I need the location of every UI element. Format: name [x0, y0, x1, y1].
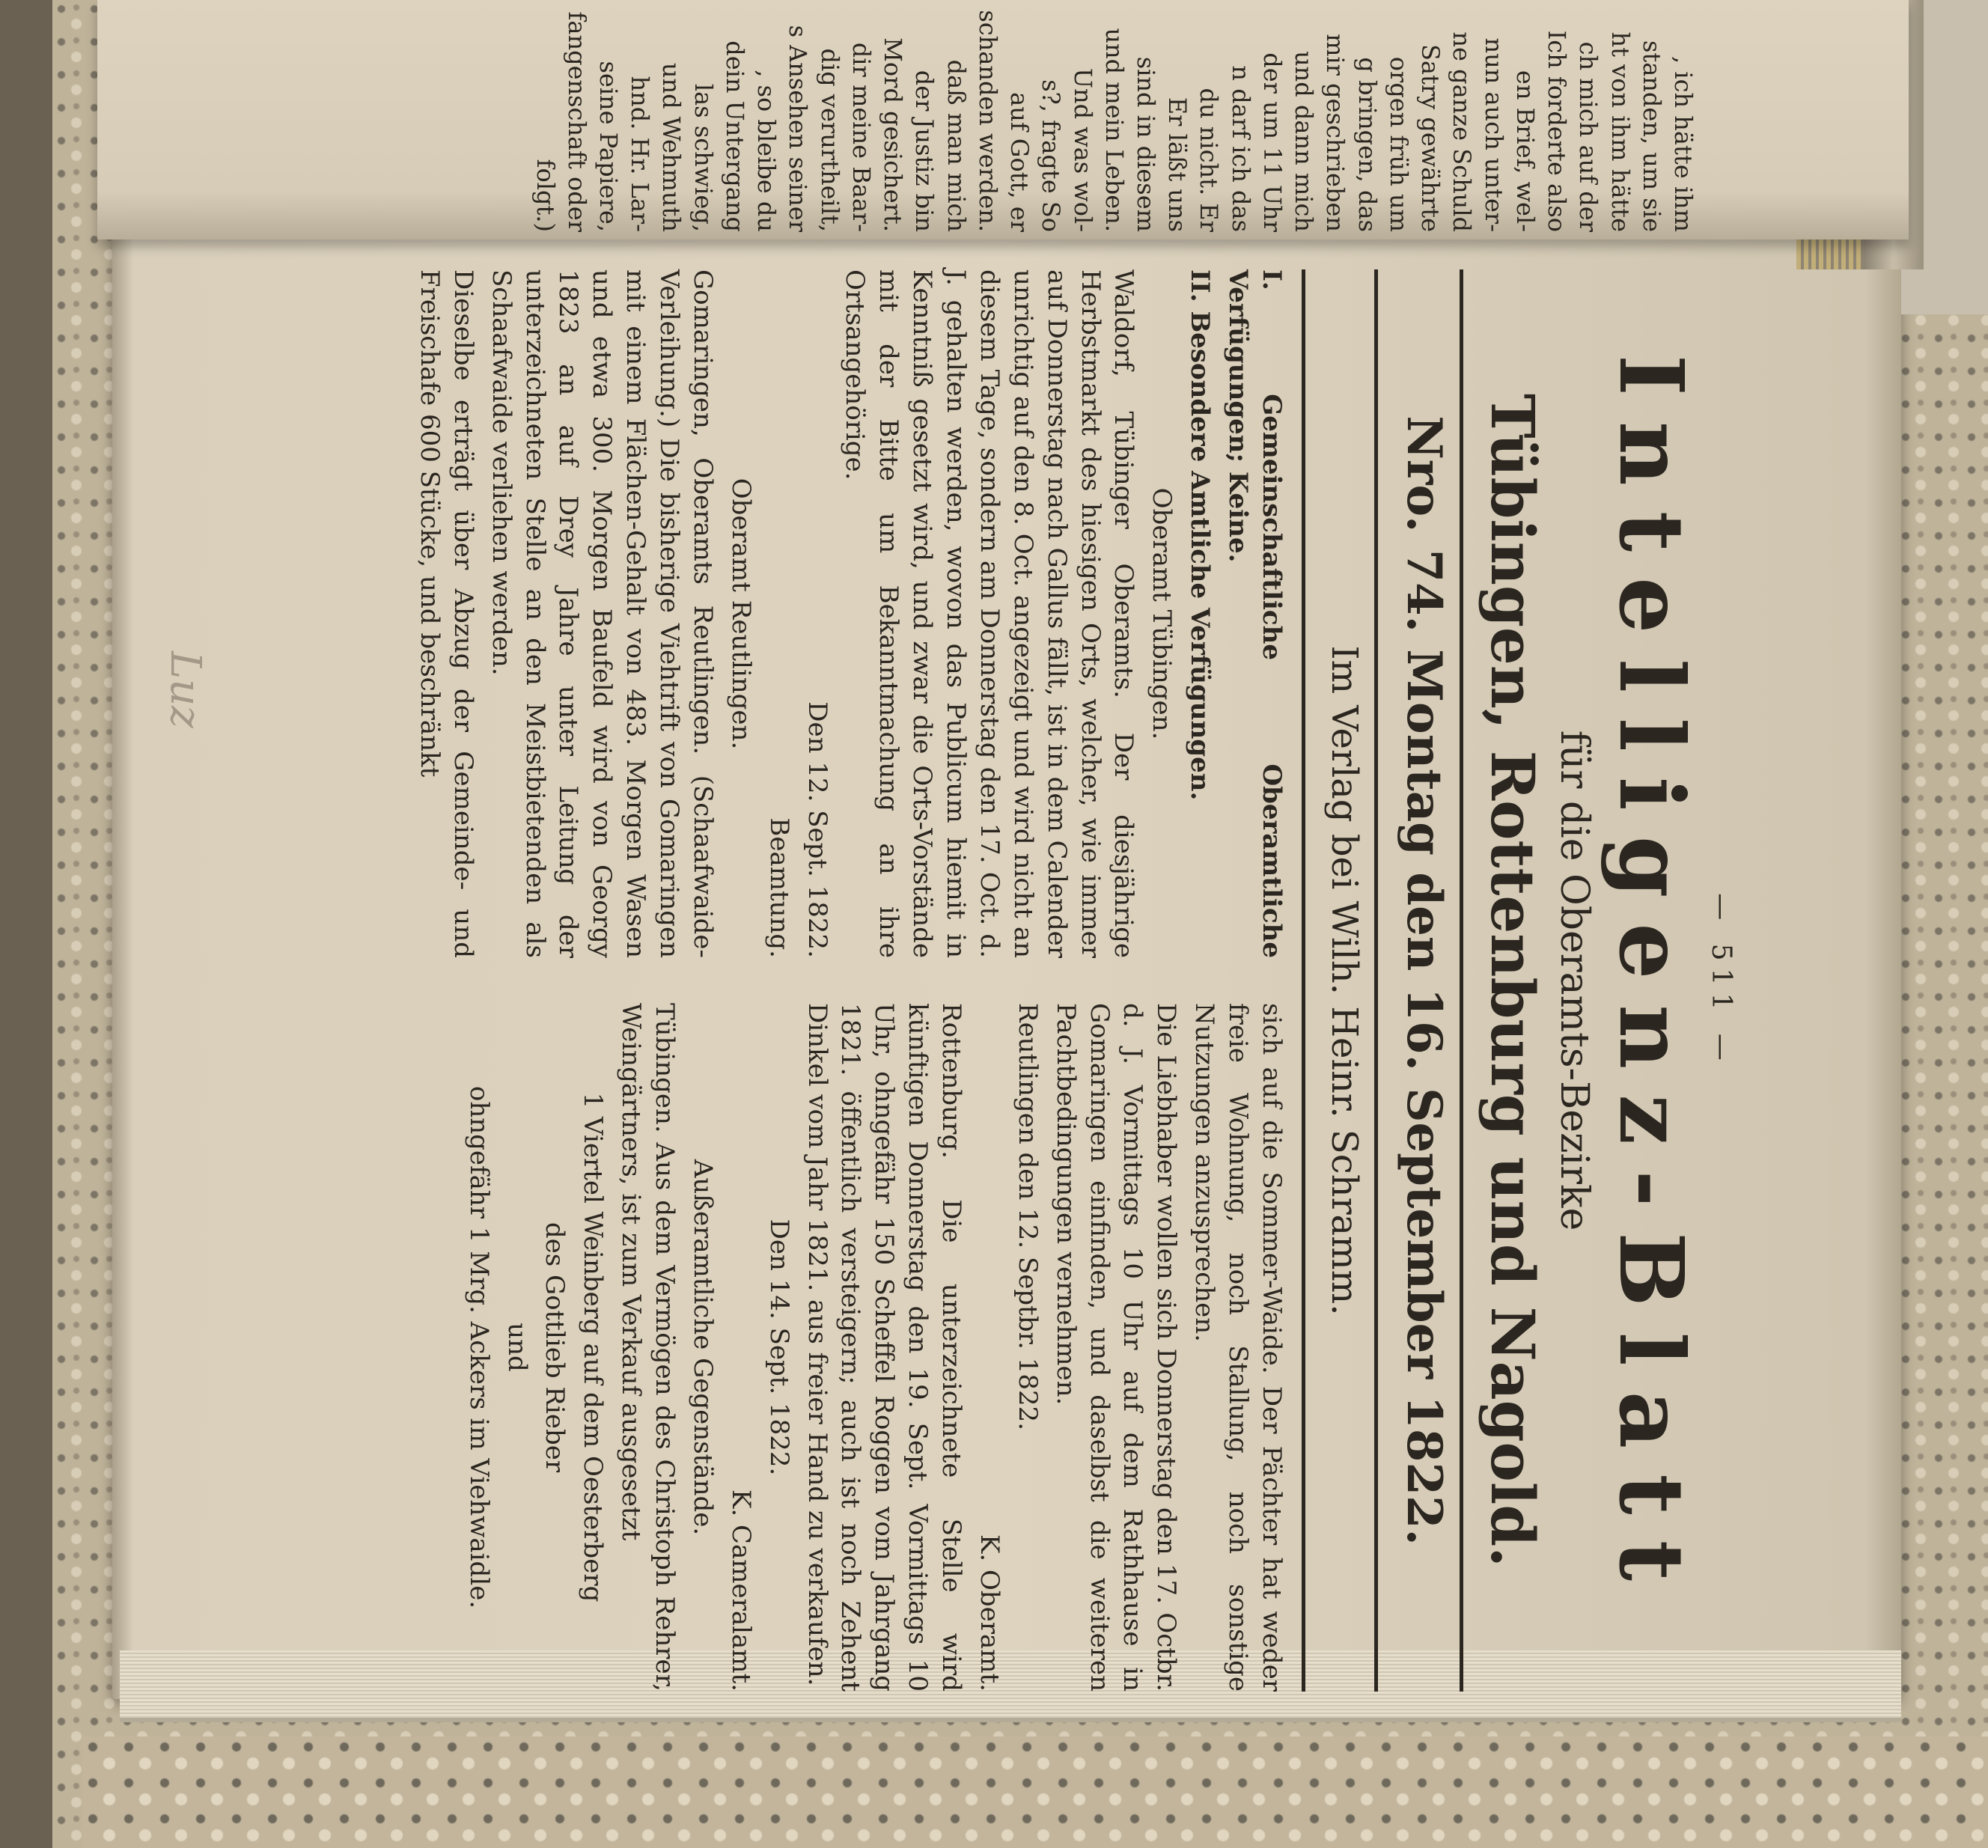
facing-page-line: und Wehmuth: [657, 62, 686, 232]
facing-page-line: , ich hätte ihm: [1669, 56, 1698, 232]
facing-page-line: g bringen, das: [1353, 57, 1382, 232]
facing-page-line: du nicht. Er: [1195, 88, 1224, 232]
column-2-paragraph: K. Oberamt.: [975, 1534, 1004, 1692]
issue-line: Nro. 74. Montag den 16. September 1822.: [1396, 415, 1452, 1546]
facing-page-line: und mein Leben.: [1100, 28, 1129, 232]
column-1-paragraph: Oberamt Tübingen.: [1147, 487, 1177, 740]
facing-page-line: daß man mich: [942, 59, 971, 232]
facing-page-line: , so bleibe du: [752, 70, 781, 232]
rule-top: [1460, 269, 1463, 1692]
facing-page-line: sind in diesem: [1132, 56, 1161, 232]
facing-page-line: ch mich auf der: [1574, 41, 1603, 232]
facing-page-line: nun auch unter-: [1479, 37, 1508, 232]
facing-page-line: en Brief, wel-: [1510, 70, 1540, 232]
facing-page-lines: [529, 7, 1699, 232]
facing-page-line: Und was wol-: [1068, 68, 1097, 232]
facing-page-line: ne ganze Schuld: [1448, 31, 1477, 232]
column-1-paragraph: Oberamt Reutlingen.: [725, 478, 756, 750]
column-1-paragraph: Beamtung.: [763, 817, 794, 958]
facing-page-line: hnd. Hr. Lar-: [626, 76, 655, 232]
facing-page-line: Satry gewährte: [1416, 44, 1445, 232]
column-1-paragraph: Dieselbe erträgt über Abzug der Gemeinde- und Freischafe 600 Stücke, und beschränkt: [415, 269, 478, 958]
facing-page-line: dein Untergang: [720, 40, 749, 232]
facing-page-line: folgt.): [531, 159, 560, 232]
facing-page-line: seine Papiere,: [594, 61, 623, 232]
masthead: [1478, 269, 1737, 1692]
column-1-paragraph: I. Gemeinschaftliche Oberamtliche Verfügungen; Keine.: [1223, 269, 1287, 958]
facing-page-line: dig verurtheilt,: [815, 48, 844, 232]
article-columns: [408, 269, 1288, 1692]
facing-page-line: Mord gesichert.: [879, 37, 908, 232]
column-1-paragraph: Den 12. Sept. 1822.: [802, 701, 832, 958]
marbled-cover-bottom: [82, 1736, 1988, 1848]
facing-page-line: der Justiz bin: [910, 70, 939, 232]
facing-page-line: dir meine Baar-: [847, 42, 876, 232]
facing-page-line: orgen früh um: [1384, 56, 1413, 232]
facing-page-line: n darf ich das: [1226, 65, 1255, 232]
newspaper-page: [408, 269, 1737, 1692]
facing-page-line: mir geschrieben: [1321, 34, 1350, 232]
facing-page-line: las schwieg,: [689, 83, 718, 232]
facing-page-text: [529, 7, 1699, 232]
page-number: — 511 —: [1706, 893, 1737, 1068]
column-2-paragraph: des Gottlieb Rieber: [540, 1222, 570, 1473]
newspaper-districts: Tübingen, Rottenburg und Nagold.: [1478, 393, 1548, 1568]
column-1-paragraph: Waldorf, Tübinger Oberamts. Der diesjährige Herbstmarkt des hiesigen Orts, welcher, wie immer auf Donnerstag nach Gallus fällt, ist in dem Calender unrichtig auf den 8. Oct. angezeigt und wird nicht an diesem Tage, sondern am Donnerstag den 17. Oct. d. J. gehalten werden, wovon das Publicum hiemit in Kenntniß gesetzt wird, und zwar die Orts-Vorstände mit der Bitte um Bekanntmachung an ihre Ortsangehörige.: [840, 269, 1139, 958]
facing-page-line: s?, fragte So: [1037, 79, 1066, 232]
facing-page-line: Ich forderte also: [1543, 30, 1572, 232]
column-2-paragraph: Außeramtliche Gegenstände.: [688, 1159, 718, 1536]
facing-page-line: standen, um sie: [1637, 40, 1666, 232]
rule-bottom: [1302, 269, 1305, 1692]
facing-page-line: s Ansehen seiner: [784, 25, 813, 232]
facing-page-line: auf Gott, er: [1005, 92, 1034, 232]
pencil-note: Luz: [161, 651, 210, 728]
column-2-paragraph: Den 14. Sept. 1822.: [763, 1219, 794, 1476]
column-2: [408, 1003, 1288, 1692]
column-1: [408, 269, 1288, 958]
column-2-paragraph: ohngefähr 1 Mrg. Ackers im Viehwaidle.: [463, 1085, 494, 1609]
column-2-paragraph: und: [501, 1323, 532, 1372]
column-2-paragraph: K. Cameralamt.: [725, 1489, 756, 1692]
publisher-line: Im Verlag bei Wilh. Heinr. Schramm.: [1323, 645, 1365, 1316]
newspaper-title: Intelligenz-Blatt: [1600, 354, 1704, 1607]
facing-page-line: und dann mich: [1290, 51, 1319, 232]
facing-page-line: fangenschaft oder: [562, 11, 591, 232]
rule-middle: [1374, 269, 1378, 1692]
column-2-paragraph: Die Liebhaber wollen sich Donnerstag den 17. Octbr. d. J. Vormittags 10 Uhr auf dem Rathhause in Gomaringen einfinden, und daselbst die weiteren Pachtbedingungen vernehmen.: [1050, 1003, 1182, 1692]
newspaper-subtitle: für die Oberamts-Bezirke: [1552, 730, 1597, 1231]
facing-page-line: Er läßt uns: [1163, 97, 1192, 232]
facing-page-line: ht von ihm hätte: [1606, 31, 1635, 232]
column-1-paragraph: Gomaringen, Oberamts Reutlingen. (Schaafwaide-Verleihung.) Die bisherige Viehtrift von Gomaringen mit einem Flächen-Gehalt von 483. Morgen Wasen und etwa 300. Morgen Baufeld wird von Georgy 1823 an auf Drey Jahre unter Leitung der unterzeichneten Stelle an den Meistbietenden als Schaafwaide verliehen werden.: [486, 269, 718, 958]
column-2-paragraph: Tübingen. Aus dem Vermögen des Christoph Rehrer, Weingärtners, ist zum Verkauf ausgesetzt: [616, 1003, 680, 1692]
column-2-paragraph: Reutlingen den 12. Septbr. 1822.: [1012, 1003, 1043, 1431]
facing-page-line: schanden werden.: [973, 10, 1002, 232]
column-2-paragraph: sich auf die Sommer-Waide. Der Pächter hat weder freie Wohnung, noch Stallung, noch sonstige Nutzungen anzusprechen.: [1189, 1003, 1287, 1692]
column-1-paragraph: II. Besondere Amtliche Verfügungen.: [1185, 269, 1216, 801]
column-2-paragraph: Rottenburg. Die unterzeichnete Stelle wird künftigen Donnerstag den 19. Sept. Vormittags 10 Uhr, ohngefähr 150 Scheffel Roggen vom Jahrgang 1821. öffentlich versteigern; auch ist noch Zehent Dinkel vom Jahr 1821. aus freier Hand zu verkaufen.: [802, 1003, 967, 1692]
column-2-paragraph: 1 Viertel Weinberg auf dem Oesterberg: [578, 1092, 609, 1602]
facing-page-line: der um 11 Uhr: [1257, 52, 1287, 232]
